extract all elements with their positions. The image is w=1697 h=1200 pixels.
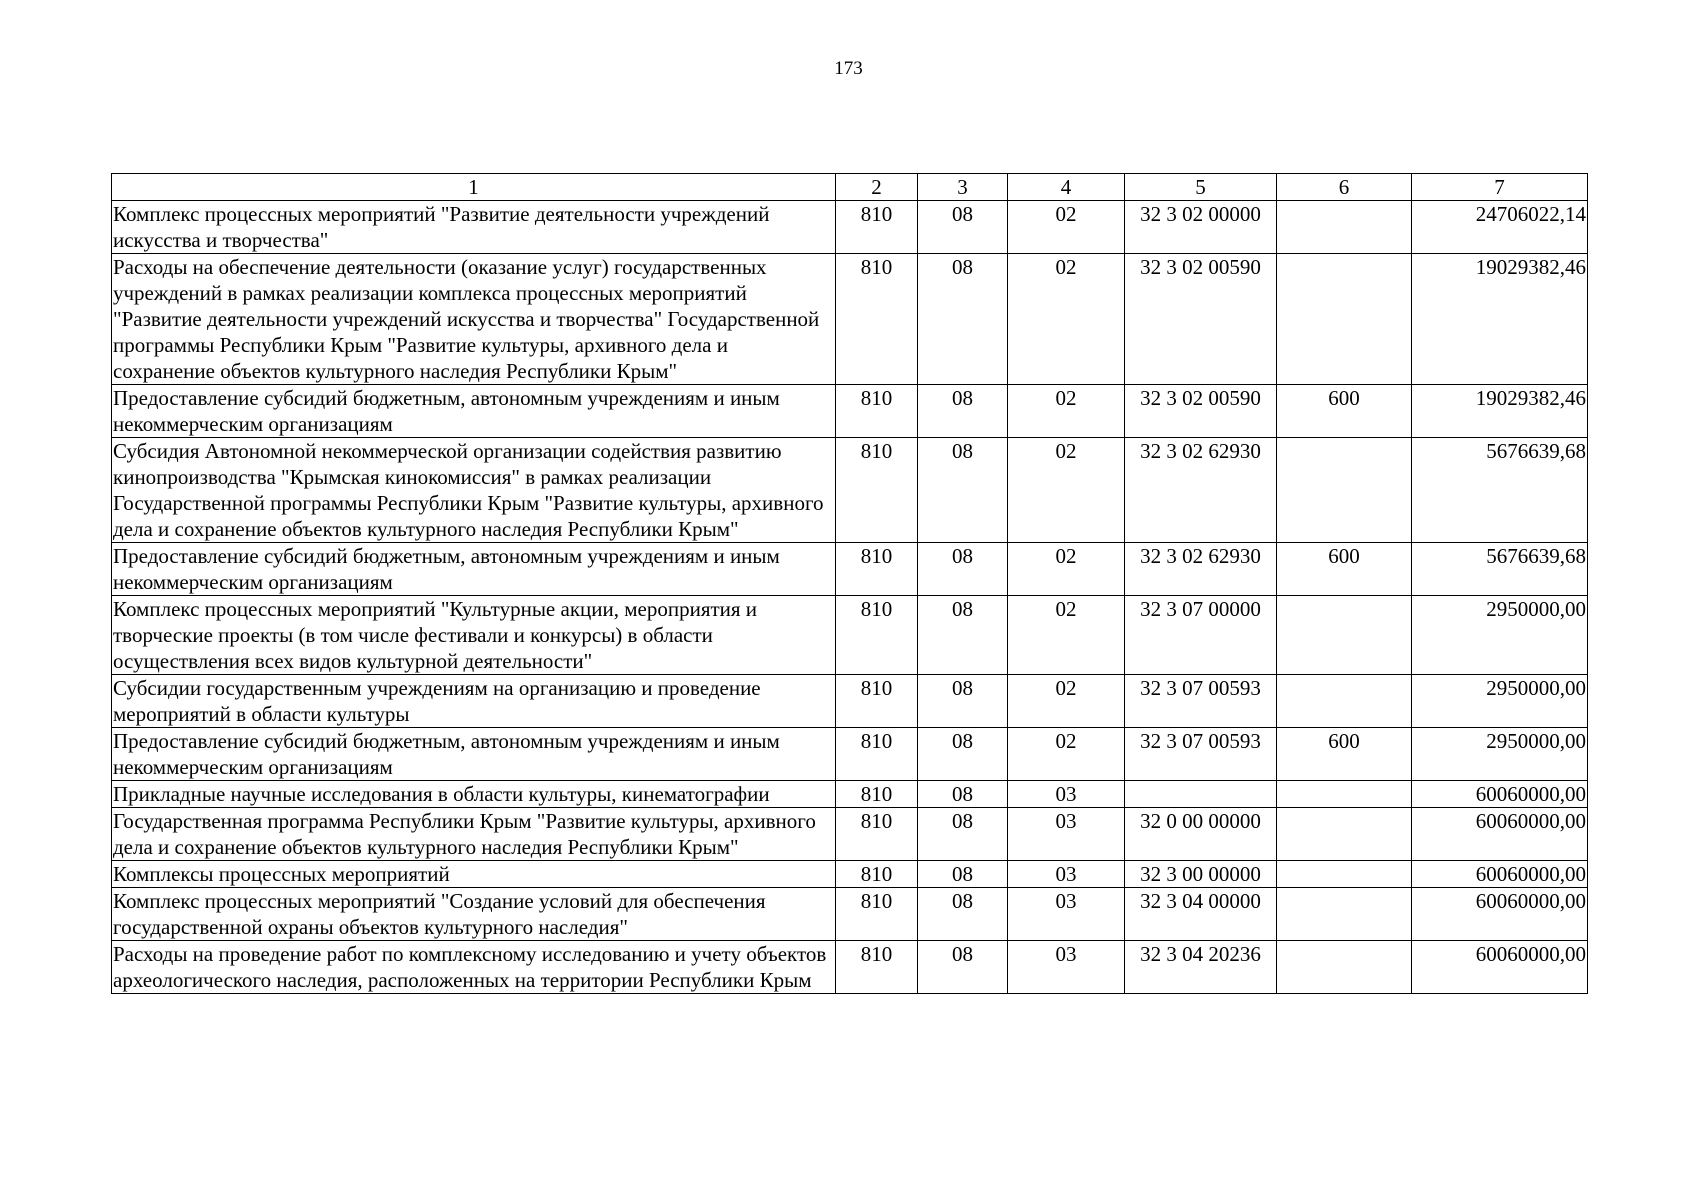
ministry-code-cell: 810 [836,941,918,994]
amount-cell: 2950000,00 [1412,596,1588,675]
item-name-cell: Субсидия Автономной некоммерческой организации содействия развитию кинопроизводства "Крымская кинокомиссия" в рамках реализации Государственной программы Республики Крым "Развитие культуры, архивного дела и сохранение объектов культурного наследия Республики Крым" [112,438,836,543]
expense-type-cell: 600 [1277,543,1412,596]
subsection-code-cell: 03 [1008,781,1125,808]
item-name-cell: Субсидии государственным учреждениям на организацию и проведение мероприятий в области культуры [112,675,836,728]
item-name-cell: Предоставление субсидий бюджетным, автономным учреждениям и иным некоммерческим организациям [112,728,836,781]
section-code-cell: 08 [918,808,1008,861]
amount-cell: 2950000,00 [1412,728,1588,781]
ministry-code-cell: 810 [836,254,918,385]
item-name-cell: Комплексы процессных мероприятий [112,861,836,888]
table-row [112,543,1588,596]
target-article-cell: 32 0 00 00000 [1125,808,1277,861]
table-row [112,861,1588,888]
expense-type-cell: 600 [1277,728,1412,781]
section-code-cell: 08 [918,888,1008,941]
target-article-cell: 32 3 02 00590 [1125,385,1277,438]
table-row [112,888,1588,941]
expense-type-cell [1277,438,1412,543]
amount-cell: 60060000,00 [1412,861,1588,888]
table-row [112,781,1588,808]
section-code-cell: 08 [918,385,1008,438]
target-article-cell: 32 3 00 00000 [1125,861,1277,888]
table-row [112,385,1588,438]
ministry-code-cell: 810 [836,596,918,675]
subsection-code-cell: 02 [1008,254,1125,385]
ministry-code-cell: 810 [836,728,918,781]
amount-cell: 5676639,68 [1412,543,1588,596]
section-code-cell: 08 [918,941,1008,994]
amount-cell: 2950000,00 [1412,675,1588,728]
target-article-cell: 32 3 04 00000 [1125,888,1277,941]
item-name-cell: Прикладные научные исследования в области культуры, кинематографии [112,781,836,808]
section-code-cell: 08 [918,201,1008,254]
table-row [112,728,1588,781]
section-code-cell: 08 [918,254,1008,385]
item-name-cell: Комплекс процессных мероприятий "Культурные акции, мероприятия и творческие проекты (в том числе фестивали и конкурсы) в области осуществления всех видов культурной деятельности" [112,596,836,675]
target-article-cell: 32 3 02 00000 [1125,201,1277,254]
header-cell-1: 1 [112,174,836,201]
ministry-code-cell: 810 [836,675,918,728]
header-cell-2: 2 [836,174,918,201]
subsection-code-cell: 02 [1008,728,1125,781]
expense-type-cell: 600 [1277,385,1412,438]
subsection-code-cell: 03 [1008,808,1125,861]
subsection-code-cell: 02 [1008,201,1125,254]
amount-cell: 19029382,46 [1412,385,1588,438]
header-cell-4: 4 [1008,174,1125,201]
item-name-cell: Комплекс процессных мероприятий "Создание условий для обеспечения государственной охраны объектов культурного наследия" [112,888,836,941]
table-row [112,254,1588,385]
section-code-cell: 08 [918,438,1008,543]
ministry-code-cell: 810 [836,861,918,888]
subsection-code-cell: 02 [1008,543,1125,596]
expense-type-cell [1277,254,1412,385]
ministry-code-cell: 810 [836,438,918,543]
amount-cell: 60060000,00 [1412,941,1588,994]
subsection-code-cell: 02 [1008,438,1125,543]
amount-cell: 60060000,00 [1412,888,1588,941]
ministry-code-cell: 810 [836,543,918,596]
target-article-cell: 32 3 02 62930 [1125,438,1277,543]
amount-cell: 5676639,68 [1412,438,1588,543]
amount-cell: 60060000,00 [1412,781,1588,808]
section-code-cell: 08 [918,543,1008,596]
target-article-cell [1125,781,1277,808]
item-name-cell: Комплекс процессных мероприятий "Развитие деятельности учреждений искусства и творчества" [112,201,836,254]
ministry-code-cell: 810 [836,385,918,438]
item-name-cell: Предоставление субсидий бюджетным, автономным учреждениям и иным некоммерческим организациям [112,543,836,596]
subsection-code-cell: 02 [1008,675,1125,728]
expense-type-cell [1277,941,1412,994]
header-cell-5: 5 [1125,174,1277,201]
section-code-cell: 08 [918,728,1008,781]
table-row [112,808,1588,861]
target-article-cell: 32 3 07 00000 [1125,596,1277,675]
subsection-code-cell: 03 [1008,941,1125,994]
expense-type-cell [1277,675,1412,728]
page-number: 173 [834,58,863,79]
table-row [112,201,1588,254]
item-name-cell: Расходы на обеспечение деятельности (оказание услуг) государственных учреждений в рамках реализации комплекса процессных мероприятий "Развитие деятельности учреждений искусства и творчества" Государственной программы Республики Крым "Развитие культуры, архивного дела и сохранение объектов культурного наследия Республики Крым" [112,254,836,385]
header-row [112,174,1588,201]
target-article-cell: 32 3 02 00590 [1125,254,1277,385]
budget-table [111,173,1588,994]
section-code-cell: 08 [918,781,1008,808]
expense-type-cell [1277,888,1412,941]
header-cell-7: 7 [1412,174,1588,201]
subsection-code-cell: 02 [1008,385,1125,438]
amount-cell: 19029382,46 [1412,254,1588,385]
table-row [112,941,1588,994]
item-name-cell: Государственная программа Республики Крым "Развитие культуры, архивного дела и сохранение объектов культурного наследия Республики Крым" [112,808,836,861]
item-name-cell: Расходы на проведение работ по комплексному исследованию и учету объектов археологического наследия, расположенных на территории Республики Крым [112,941,836,994]
section-code-cell: 08 [918,861,1008,888]
expense-type-cell [1277,781,1412,808]
expense-type-cell [1277,596,1412,675]
ministry-code-cell: 810 [836,781,918,808]
ministry-code-cell: 810 [836,888,918,941]
target-article-cell: 32 3 02 62930 [1125,543,1277,596]
header-cell-6: 6 [1277,174,1412,201]
table-row [112,675,1588,728]
expense-type-cell [1277,201,1412,254]
section-code-cell: 08 [918,675,1008,728]
header-cell-3: 3 [918,174,1008,201]
target-article-cell: 32 3 07 00593 [1125,675,1277,728]
ministry-code-cell: 810 [836,201,918,254]
section-code-cell: 08 [918,596,1008,675]
subsection-code-cell: 03 [1008,888,1125,941]
amount-cell: 24706022,14 [1412,201,1588,254]
target-article-cell: 32 3 07 00593 [1125,728,1277,781]
expense-type-cell [1277,861,1412,888]
item-name-cell: Предоставление субсидий бюджетным, автономным учреждениям и иным некоммерческим организациям [112,385,836,438]
subsection-code-cell: 03 [1008,861,1125,888]
table-row [112,438,1588,543]
amount-cell: 60060000,00 [1412,808,1588,861]
table-row [112,596,1588,675]
subsection-code-cell: 02 [1008,596,1125,675]
ministry-code-cell: 810 [836,808,918,861]
expense-type-cell [1277,808,1412,861]
target-article-cell: 32 3 04 20236 [1125,941,1277,994]
